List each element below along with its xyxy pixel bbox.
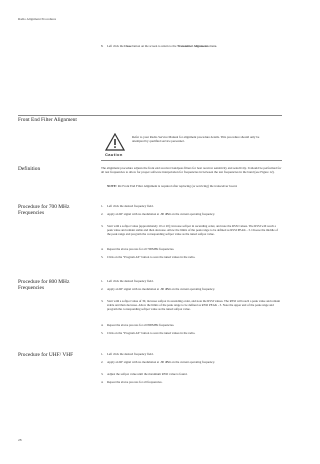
caution-icon: [105, 133, 125, 151]
step-text: Repeat the above process for all 700MHz frequencies.: [107, 247, 175, 251]
note-text: Rx Front End Filter Alignment is required after replacing (or servicing) the transceiver board.: [117, 184, 238, 188]
step-number: 3.: [101, 372, 104, 376]
step-number: 4.: [101, 380, 104, 384]
transmitter-alignments-reference: Transmitter Alignments: [177, 44, 209, 48]
caution-label: Caution: [105, 152, 123, 157]
step-number: 1.: [101, 204, 104, 208]
step-number: 4.: [101, 323, 104, 327]
page-number: 28: [18, 438, 22, 442]
step-text: Repeat the above process for all frequencies.: [107, 380, 163, 384]
list-item: [101, 247, 282, 253]
step-text: Apply an RF signal with no modulation at -80 dBm on the current operating frequency.: [107, 212, 215, 216]
list-item: [101, 372, 282, 378]
list-item: [101, 255, 282, 261]
list-item: [101, 299, 282, 321]
step-number: 8.: [101, 44, 104, 48]
caution-divider: [101, 160, 282, 161]
step-text: Click on the "Program All" button to save the tuned values in the radio.: [107, 255, 196, 259]
list-item: [101, 360, 282, 370]
step-number: 2.: [101, 212, 104, 216]
note-label: NOTE:: [107, 184, 118, 188]
caution-text: Refer to your Radio Service Manual for alignment procedure details. This procedure should only be attempted by qualified service personnel.: [132, 135, 260, 144]
list-item: [101, 380, 282, 386]
step-number: 1.: [101, 279, 104, 283]
step-number: 5.: [101, 331, 104, 335]
definition-note: [107, 184, 277, 188]
step-text: Click on the "Program All" button to save the tuned values in the radio.: [107, 331, 196, 335]
step-text: Start with a softpot value of 30, increase softpot in ascending order, and note the RSSI values. The RSSI will reach a peak value and remain stable and then decrease. Allow the limits of the peak range to be defined as RSSI PEAK - 3. Note the upper end of the peak range and program the corresponding softpot value as the tuned softpot value.: [107, 299, 281, 312]
list-item: [101, 204, 282, 210]
step-text: Adjust the softpot value until the maximum RSSI value is found.: [107, 372, 188, 376]
step-text: Left click the desired frequency field.: [107, 204, 154, 208]
step-number: 3.: [101, 299, 104, 303]
list-item: [101, 287, 282, 297]
list-item: [101, 352, 282, 358]
step-text: Left click the desired frequency field.: [107, 352, 154, 356]
intro-step: [101, 44, 281, 54]
step-text: Left click the desired frequency field.: [107, 279, 154, 283]
definition-text: The alignment procedure adjusts the front end receiver bandpass filters for best receiver sensitivity and selectivity. It should be performed for all test frequencies to allow for proper software interpolation for frequencies in between the test frequencies in the band (see Figure 12).: [101, 166, 282, 175]
list-item: [101, 331, 282, 337]
list-item: [101, 323, 282, 329]
step-text: Repeat the above process for all 800MHz frequencies.: [107, 323, 175, 327]
step-number: 2.: [101, 287, 104, 291]
list-item: [101, 279, 282, 285]
step-number: 2.: [101, 360, 104, 364]
step-number: 3.: [101, 224, 104, 228]
step-number: 4.: [101, 247, 104, 251]
procedure-uhf-vhf-heading: Procedure for UHF/ VHF: [18, 352, 74, 358]
list-item: [101, 224, 282, 246]
step-number: 1.: [101, 352, 104, 356]
step-number: 5.: [101, 255, 104, 259]
definition-heading: Definition: [18, 166, 41, 172]
step-text: Left click the Close button on the screen to return to the Transmitter Alignments menu.: [107, 44, 218, 48]
step-text: Start with a softpot value (approximately 10 or 20); increase softpot in ascending order, and note the RSSI values. The RSSI will reach a peak value and remain stable and then decrease. Allow the limits of the peak range to be defined as RSSI PEAK - 3. Choose the middle of the peak range and program the corresponding softpot value as the tuned softpot value.: [107, 224, 278, 237]
close-button-reference: Close: [124, 44, 132, 48]
list-item: [101, 212, 282, 222]
procedure-700-heading: Procedure for 700 MHz Frequencies: [18, 204, 70, 217]
procedure-800-heading: Procedure for 800 MHz Frequencies: [18, 279, 70, 292]
front-end-heading: Front End Filter Alignment: [18, 117, 77, 123]
section-divider: [18, 115, 282, 116]
running-head: Radio Alignment Procedures: [18, 17, 57, 21]
step-text: Apply an RF signal with no modulation at -80 dBm on the current operating frequency.: [107, 360, 215, 364]
step-text: Apply an RF signal with no modulation at -80 dBm on the current operating frequency.: [107, 287, 215, 291]
